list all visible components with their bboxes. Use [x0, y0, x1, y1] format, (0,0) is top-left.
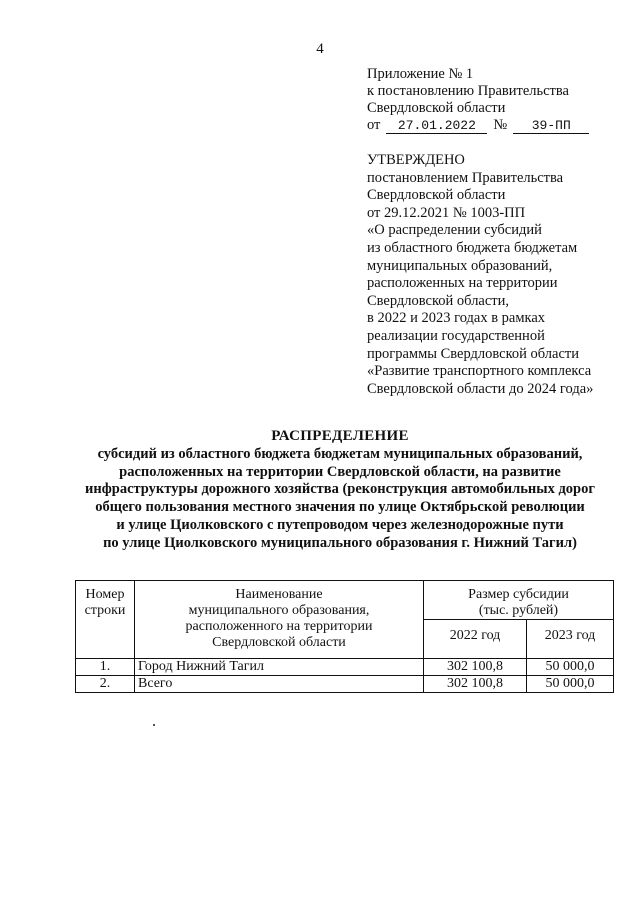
total-2023: 50 000,0 [527, 676, 614, 693]
header-text: (тыс. рублей) [478, 603, 559, 618]
row-number: 1. [76, 659, 135, 676]
amount-2023: 50 000,0 [527, 659, 614, 676]
approved-line: «Развитие транспортного комплекса [367, 363, 592, 380]
title-heading: РАСПРЕДЕЛЕНИЕ [271, 428, 409, 444]
title-line: по улице Циолковского муниципального образования г. Нижний Тагил) [103, 534, 577, 551]
header-text: Свердловской области [212, 635, 346, 650]
appendix-line-3: Свердловской области [367, 100, 506, 116]
amount-2022: 302 100,8 [424, 659, 527, 676]
number-label: № [493, 117, 508, 133]
page-number: 4 [316, 41, 324, 57]
header-text: Размер субсидии [468, 587, 569, 602]
subsidy-table [75, 580, 614, 693]
date-field: 27.01.2022 [386, 119, 487, 134]
header-text: расположенного на территории [185, 619, 373, 634]
total-2022: 302 100,8 [424, 676, 527, 693]
approved-line: расположенных на территории [367, 275, 558, 292]
scan-speck [153, 724, 155, 726]
number-field: 39-ПП [513, 119, 589, 134]
appendix-line-2: к постановлению Правительства [367, 83, 569, 99]
title-line: субсидий из областного бюджета бюджетам муниципальных образований, [97, 445, 583, 462]
approved-line: постановлением Правительства [367, 169, 564, 186]
title-line: и улице Циолковского с путепроводом через железнодорожные пути [116, 516, 564, 533]
municipality-name: Город Нижний Тагил [135, 659, 424, 676]
appendix-date-line [367, 117, 627, 134]
approved-block [367, 152, 627, 398]
header-text: Номер [85, 587, 125, 602]
header-year-2022: 2022 год [424, 620, 527, 659]
approved-line: реализации государственной [367, 327, 545, 344]
approved-line: из областного бюджета бюджетам [367, 239, 578, 256]
row-number: 2. [76, 676, 135, 693]
title-line: инфраструктуры дорожного хозяйства (реконструкция автомобильных дорог [85, 481, 595, 498]
appendix-line-1: Приложение № 1 [367, 66, 474, 82]
header-text: муниципального образования, [188, 603, 370, 618]
approved-line: в 2022 и 2023 годах в рамках [367, 310, 546, 327]
approved-line: Свердловской области, [367, 292, 510, 309]
approved-line: муниципальных образований, [367, 257, 553, 274]
from-label: от [367, 117, 381, 133]
approved-line: Свердловской области до 2024 года» [367, 380, 594, 397]
approved-line: «О распределении субсидий [367, 222, 542, 239]
table-row [76, 676, 614, 693]
table-row [76, 659, 614, 676]
header-year-2023: 2023 год [527, 620, 614, 659]
total-label: Всего [135, 676, 424, 693]
header-subsidy-size [424, 581, 614, 620]
approved-line: УТВЕРЖДЕНО [367, 152, 465, 168]
header-text: Наименование [235, 587, 323, 602]
title-line: расположенных на территории Свердловской области, на развитие [119, 463, 561, 480]
document-title [40, 428, 640, 553]
header-text: строки [84, 603, 126, 618]
title-line: общего пользования местного значения по улице Октябрьской революции [95, 499, 585, 516]
appendix-block [367, 66, 627, 134]
header-row-number [76, 581, 135, 659]
header-municipality-name [135, 581, 424, 659]
approved-line: Свердловской области [367, 187, 506, 204]
approved-line: от 29.12.2021 № 1003-ПП [367, 204, 526, 221]
approved-line: программы Свердловской области [367, 345, 580, 362]
